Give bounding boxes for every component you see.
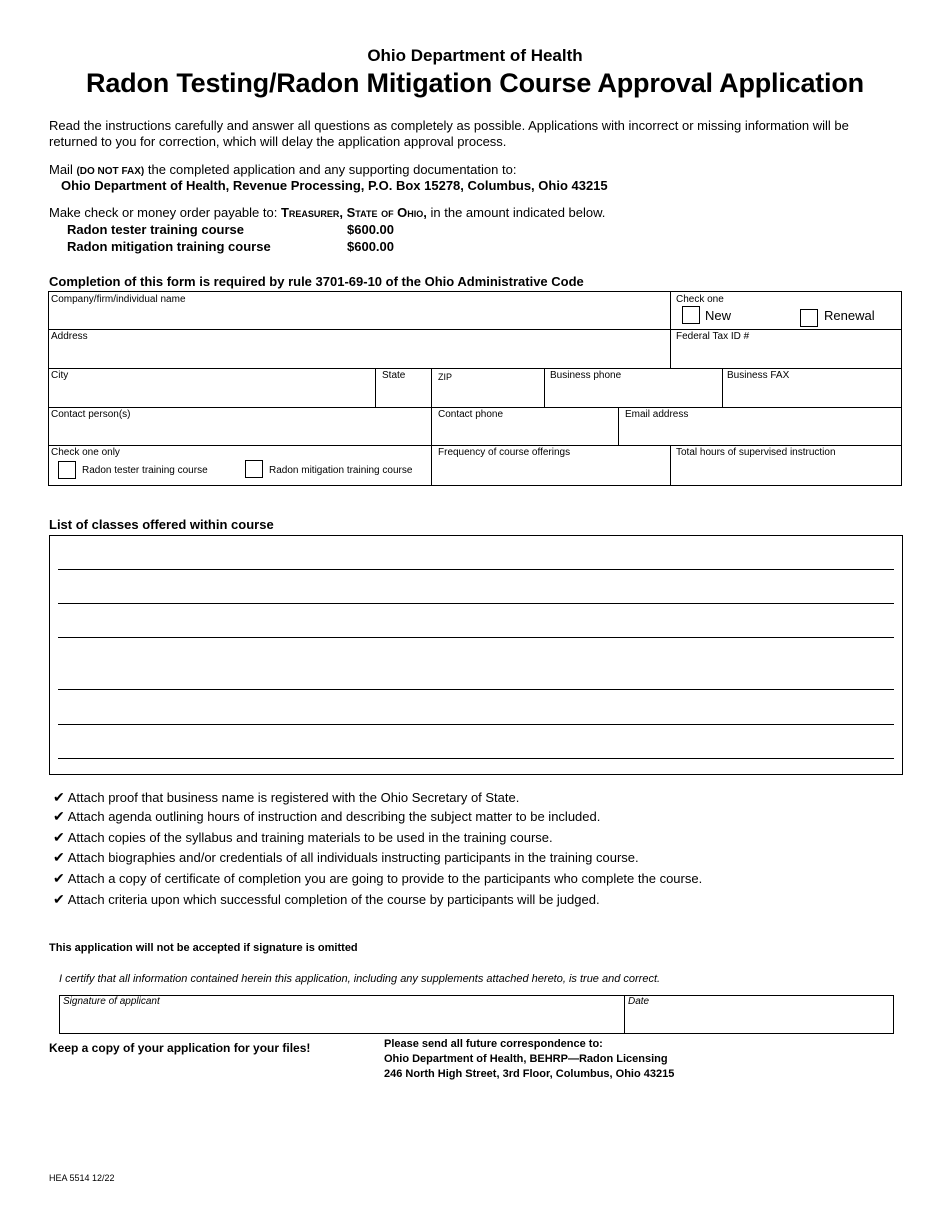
check-one-label: Check one <box>676 294 724 305</box>
new-checkbox[interactable] <box>682 306 700 324</box>
col-divider <box>544 368 545 407</box>
row-divider <box>49 445 901 446</box>
page-title: Radon Testing/Radon Mitigation Course Approval Application <box>86 68 864 98</box>
correspondence-heading: Please send all future correspondence to: <box>384 1038 603 1050</box>
mail-instructions <box>49 162 516 177</box>
fee-name-mitigation: Radon mitigation training course <box>67 239 271 254</box>
row-divider <box>49 407 901 408</box>
checkmark-icon: ✔ <box>53 849 65 865</box>
course-frequency-field[interactable]: Frequency of course offerings <box>438 447 571 458</box>
email-address-field[interactable]: Email address <box>625 409 689 420</box>
attachment-text: Attach proof that business name is registered with the Ohio Secretary of State. <box>67 790 520 805</box>
correspondence-address <box>384 1037 674 1082</box>
mitigation-course-label: Radon mitigation training course <box>269 465 413 476</box>
row-divider <box>49 329 901 330</box>
col-divider <box>431 368 432 486</box>
checkmark-icon: ✔ <box>53 829 65 845</box>
signature-warning: This application will not be accepted if signature is omitted <box>49 942 358 954</box>
attachment-text: Attach agenda outlining hours of instruction and describing the subject matter to be included. <box>67 809 601 824</box>
row-divider <box>49 368 901 369</box>
state-field[interactable]: State <box>382 370 406 381</box>
classes-heading: List of classes offered within course <box>49 517 274 532</box>
contact-person-field[interactable]: Contact person(s) <box>51 409 131 420</box>
keep-copy-notice: Keep a copy of your application for your files! <box>49 1041 311 1055</box>
agency-name: Ohio Department of Health <box>367 46 583 65</box>
city-field[interactable]: City <box>51 370 69 381</box>
checkmark-icon: ✔ <box>53 870 65 886</box>
tester-course-label: Radon tester training course <box>82 465 208 476</box>
business-fax-field[interactable]: Business FAX <box>727 370 790 381</box>
fee-amount-mitigation: $600.00 <box>347 239 394 254</box>
rule-notice: Completion of this form is required by rule 3701-69-10 of the Ohio Administrative Code <box>49 274 584 289</box>
signature-box <box>59 995 894 1034</box>
fee-name-tester: Radon tester training course <box>67 222 244 237</box>
form-number: HEA 5514 12/22 <box>49 1173 115 1183</box>
no-fax-notice: (DO NOT FAX) <box>76 166 145 177</box>
signature-field[interactable]: Signature of applicant <box>63 996 160 1007</box>
company-name-field[interactable]: Company/firm/individual name <box>51 294 186 305</box>
certification-statement: I certify that all information contained herein this application, including any supplements attached hereto, is true and correct. <box>59 973 661 985</box>
attachment-text: Attach biographies and/or credentials of all individuals instructing participants in the training course. <box>67 850 639 865</box>
class-entry-line[interactable] <box>58 569 894 570</box>
fee-amount-tester: $600.00 <box>347 222 394 237</box>
mail-address: Ohio Department of Health, Revenue Processing, P.O. Box 15278, Columbus, Ohio 43215 <box>61 178 608 193</box>
renewal-checkbox[interactable] <box>800 309 818 327</box>
mail-suffix: the completed application and any supporting documentation to: <box>144 162 517 177</box>
address-field[interactable]: Address <box>51 331 88 342</box>
federal-tax-id-field[interactable]: Federal Tax ID # <box>676 331 750 342</box>
zip-field[interactable]: ZIP <box>438 372 453 382</box>
attachment-item <box>53 849 639 866</box>
date-field[interactable]: Date <box>628 996 650 1007</box>
payee-name: Treasurer, State of Ohio, <box>280 205 427 220</box>
attachment-text: Attach copies of the syllabus and training materials to be used in the training course. <box>67 830 553 845</box>
check-one-only-label: Check one only <box>51 447 120 458</box>
renewal-label: Renewal <box>824 308 875 323</box>
correspondence-line: Ohio Department of Health, BEHRP—Radon Licensing <box>384 1053 668 1065</box>
attachment-item <box>53 829 553 846</box>
attachment-item <box>53 891 600 908</box>
new-label: New <box>705 308 732 323</box>
col-divider <box>670 445 671 486</box>
classes-list-box[interactable] <box>49 535 903 775</box>
tester-course-checkbox[interactable] <box>58 461 76 479</box>
attachment-text: Attach criteria upon which successful completion of the course by participants will be judged. <box>67 892 600 907</box>
attachment-text: Attach a copy of certificate of completion you are going to provide to the participants who complete the course. <box>67 871 703 886</box>
checkmark-icon: ✔ <box>53 891 65 907</box>
class-entry-line[interactable] <box>58 603 894 604</box>
class-entry-line[interactable] <box>58 637 894 638</box>
class-entry-line[interactable] <box>58 724 894 725</box>
class-entry-line[interactable] <box>58 689 894 690</box>
col-divider <box>618 407 619 445</box>
col-divider <box>722 368 723 407</box>
attachment-item <box>53 808 600 825</box>
class-entry-line[interactable] <box>58 758 894 759</box>
instructions-text: Read the instructions carefully and answer all questions as completely as possible. Applications with incorrect or missing information will be returned to you for correction, which will delay the application approval process. <box>49 118 849 149</box>
contact-phone-field[interactable]: Contact phone <box>438 409 504 420</box>
attachment-item <box>53 789 519 806</box>
total-hours-field[interactable]: Total hours of supervised instruction <box>676 447 836 458</box>
payment-prefix: Make check or money order payable to: <box>49 205 281 220</box>
col-divider <box>624 996 625 1033</box>
correspondence-line: 246 North High Street, 3rd Floor, Columbus, Ohio 43215 <box>384 1068 675 1080</box>
payment-instructions <box>49 205 605 220</box>
col-divider <box>670 292 671 368</box>
business-phone-field[interactable]: Business phone <box>550 370 622 381</box>
mitigation-course-checkbox[interactable] <box>245 460 263 478</box>
payment-suffix: in the amount indicated below. <box>426 205 606 220</box>
attachment-item <box>53 870 702 887</box>
checkmark-icon: ✔ <box>53 808 65 824</box>
application-form-grid <box>48 291 902 486</box>
mail-prefix: Mail <box>49 162 77 177</box>
col-divider <box>375 368 376 407</box>
checkmark-icon: ✔ <box>53 789 65 805</box>
